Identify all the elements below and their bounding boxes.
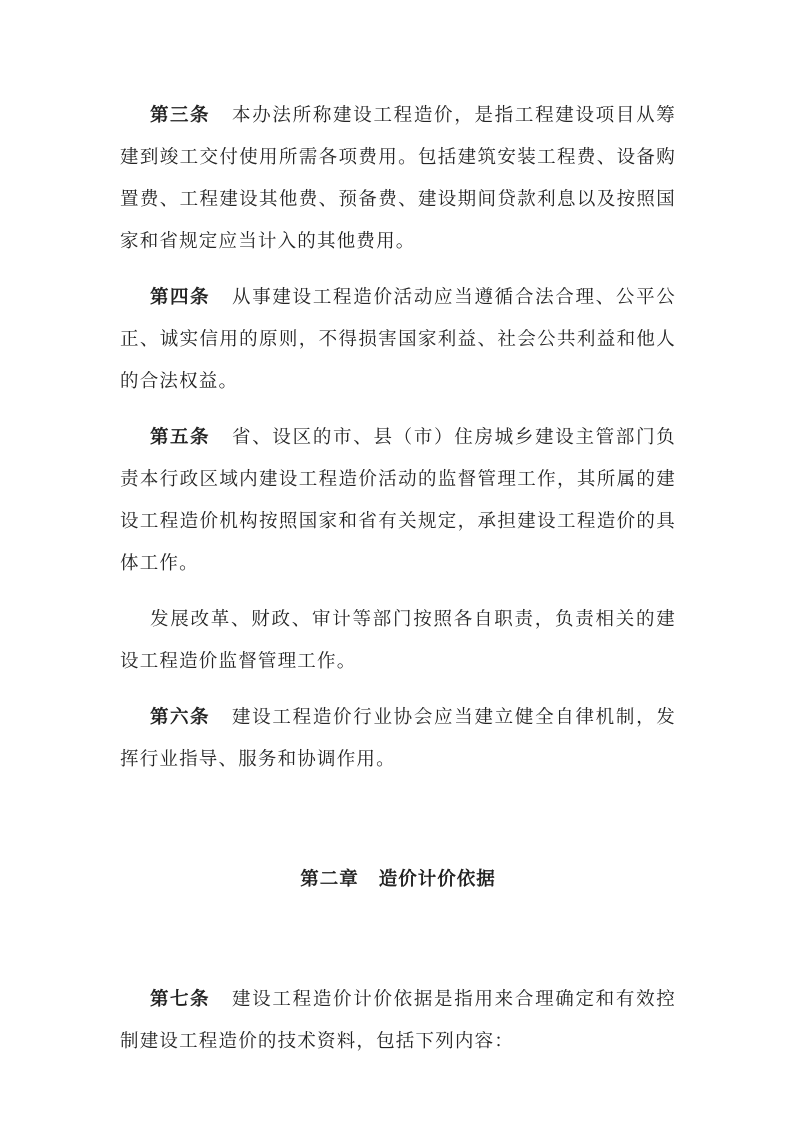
article-7-text: 建设工程造价计价依据是指用来合理确定和有效控制建设工程造价的技术资料，包括下列内容： [120,989,676,1052]
article-6-text: 建设工程造价行业协会应当建立健全自律机制，发挥行业指导、服务和协调作用。 [120,707,676,770]
article-5 [120,417,676,585]
chapter-number: 第二章 [300,869,359,890]
article-7-label: 第七条 [150,989,211,1010]
chapter-title: 造价计价依据 [378,869,496,890]
article-4 [120,277,676,403]
article-5-paragraph-2 [120,599,676,683]
article-7 [120,979,676,1063]
article-4-label: 第四条 [150,287,211,308]
article-6 [120,697,676,781]
article-6-label: 第六条 [150,707,211,728]
article-3-text: 本办法所称建设工程造价，是指工程建设项目从筹建到竣工交付使用所需各项费用。包括建筑安装工程费、设备购置费、工程建设其他费、预备费、建设期间贷款利息以及按照国家和省规定应当计入的其他费用。 [120,105,676,252]
article-5-label: 第五条 [150,427,211,448]
article-4-text: 从事建设工程造价活动应当遵循合法合理、公平公正、诚实信用的原则，不得损害国家利益、社会公共利益和他人的合法权益。 [120,287,676,392]
article-3 [120,95,676,263]
article-5-paragraph-2-text: 发展改革、财政、审计等部门按照各自职责，负责相关的建设工程造价监督管理工作。 [120,609,676,672]
article-3-label: 第三条 [150,105,211,126]
chapter-heading [120,859,676,901]
document-page [120,95,676,1063]
article-5-text: 省、设区的市、县（市）住房城乡建设主管部门负责本行政区域内建设工程造价活动的监督管理工作，其所属的建设工程造价机构按照国家和省有关规定，承担建设工程造价的具体工作。 [120,427,676,574]
